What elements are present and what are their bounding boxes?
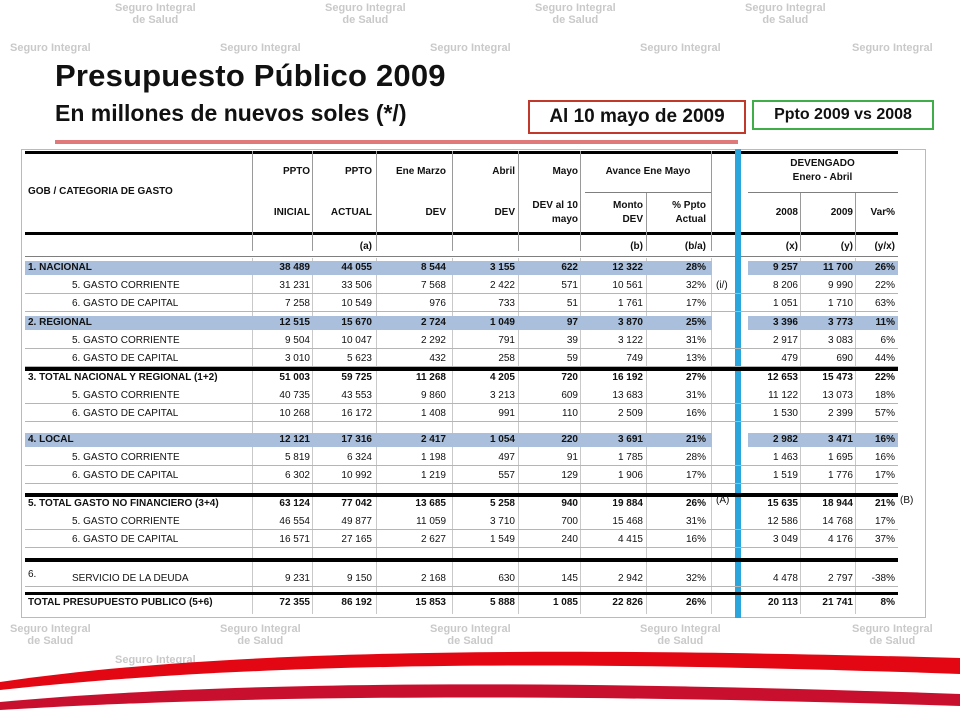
watermark-line1: Seguro Integral: [220, 623, 301, 635]
table-cell: 1 051: [772, 298, 798, 309]
watermark-logo: [325, 2, 406, 26]
table-cell: 3 396: [772, 317, 798, 328]
header-col-separator: [452, 151, 453, 251]
table-cell: 8%: [880, 597, 895, 608]
table-cell: 12 586: [767, 516, 798, 527]
row-label: 5. TOTAL GASTO NO FINANCIERO (3+4): [28, 498, 219, 509]
row-label: 5. GASTO CORRIENTE: [72, 390, 180, 401]
watermark-logo: [535, 2, 616, 26]
total-rule: [25, 493, 898, 497]
table-cell: 5 258: [489, 498, 515, 509]
table-cell: 432: [429, 353, 446, 364]
table-cell: 32%: [685, 573, 706, 584]
table-cell: 22%: [874, 372, 895, 383]
watermark-line2: de Salud: [869, 635, 916, 647]
row-label: 6. GASTO DE CAPITAL: [72, 298, 179, 309]
watermark-line1: Seguro Integral: [115, 654, 196, 666]
table-cell: 33 506: [341, 280, 372, 291]
table-cell: 2 509: [617, 408, 643, 419]
table-cell: 57%: [874, 408, 895, 419]
table-cell: 3 010: [284, 353, 310, 364]
table-cell: 2 917: [772, 335, 798, 346]
row-note: (i/): [716, 280, 728, 291]
table-cell: 72 355: [279, 597, 310, 608]
table-cell: 11 700: [822, 262, 853, 273]
page-subtitle: En millones de nuevos soles (*/): [55, 100, 407, 126]
watermark-line2: de Salud: [342, 14, 389, 26]
table-cell: 1 219: [420, 470, 446, 481]
table-cell: 1 463: [772, 452, 798, 463]
table-cell: 22 826: [612, 597, 643, 608]
table-cell: 91: [566, 452, 578, 463]
table-cell: 145: [561, 573, 578, 584]
table-cell: 31 231: [279, 280, 310, 291]
header-mayo-3: mayo: [551, 214, 578, 225]
table-cell: 2 422: [489, 280, 515, 291]
table-cell: 4 478: [772, 573, 798, 584]
table-cell: 40 735: [279, 390, 310, 401]
header-2008: 2008: [775, 207, 798, 218]
table-cell: -38%: [871, 573, 895, 584]
table-cell: 10 549: [341, 298, 372, 309]
table-cell: 10 268: [279, 408, 310, 419]
watermark-line1: Seguro Integral: [852, 42, 933, 54]
table-cell: 6 302: [284, 470, 310, 481]
table-cell: 1 054: [489, 434, 515, 445]
table-cell: 27 165: [341, 534, 372, 545]
tag-a: (a): [359, 241, 372, 252]
row-label: 6. GASTO DE CAPITAL: [72, 353, 179, 364]
watermark-line1: Seguro Integral: [430, 42, 511, 54]
avance-subrule: [585, 192, 711, 193]
table-cell: 991: [498, 408, 515, 419]
row-rule: [25, 465, 898, 466]
table-cell: 27%: [685, 372, 706, 383]
table-cell: 609: [561, 390, 578, 401]
table-cell: 26%: [685, 597, 706, 608]
grand-total-rule: [25, 592, 898, 595]
row-label: 5. GASTO CORRIENTE: [72, 280, 180, 291]
table-cell: 31%: [685, 390, 706, 401]
table-cell: 220: [561, 434, 578, 445]
watermark-line2: de Salud: [657, 635, 704, 647]
table-cell: 21%: [685, 434, 706, 445]
row-rule: [25, 547, 898, 548]
watermark-line1: Seguro Integral: [640, 42, 721, 54]
watermark-line1: Seguro Integral: [220, 42, 301, 54]
row-label: 6. GASTO DE CAPITAL: [72, 534, 179, 545]
table-cell: 3 870: [617, 317, 643, 328]
watermark-line1: Seguro Integral: [10, 623, 91, 635]
table-cell: 15 635: [767, 498, 798, 509]
table-cell: 14 768: [822, 516, 853, 527]
row-rule: [25, 293, 898, 294]
header-var: Var%: [870, 207, 895, 218]
watermark-line1: Seguro Integral: [430, 623, 511, 635]
table-cell: 2 724: [420, 317, 446, 328]
table-cell: 129: [561, 470, 578, 481]
table-cell: 32%: [685, 280, 706, 291]
table-cell: 15 473: [822, 372, 853, 383]
table-cell: 16%: [685, 534, 706, 545]
row-label: 5. GASTO CORRIENTE: [72, 452, 180, 463]
header-devengado-1: DEVENGADO: [790, 158, 855, 169]
table-cell: 13 073: [822, 390, 853, 401]
table-cell: 110: [562, 408, 578, 419]
row-label: 6. GASTO DE CAPITAL: [72, 470, 179, 481]
table-cell: 43 553: [341, 390, 372, 401]
row-rule: [25, 483, 898, 484]
table-cell: 39: [566, 335, 578, 346]
watermark-line1: Seguro Integral: [535, 2, 616, 14]
title-underline: [55, 140, 738, 144]
table-cell: 13 685: [415, 498, 446, 509]
table-cell: 21%: [874, 498, 895, 509]
table-cell: 4 205: [489, 372, 515, 383]
table-cell: 1 530: [772, 408, 798, 419]
watermark-logo: [640, 42, 721, 54]
watermark-line1: Seguro Integral: [640, 623, 721, 635]
table-cell: 3 155: [489, 262, 515, 273]
row-label: 2. REGIONAL: [28, 317, 92, 328]
table-cell: 7 258: [284, 298, 310, 309]
watermark-line1: Seguro Integral: [10, 42, 91, 54]
table-cell: 2 168: [420, 573, 446, 584]
header-mayo-2: DEV al 10: [532, 200, 578, 211]
table-cell: 749: [626, 353, 643, 364]
table-cell: 86 192: [341, 597, 372, 608]
table-cell: 97: [566, 317, 578, 328]
table-cell: 1 408: [420, 408, 446, 419]
table-cell: 10 992: [341, 470, 372, 481]
table-cell: 31%: [685, 335, 706, 346]
table-cell: 10 047: [341, 335, 372, 346]
watermark-logo: [852, 42, 933, 54]
header-category: GOB / CATEGORIA DE GASTO: [28, 186, 173, 197]
table-cell: 6 324: [346, 452, 372, 463]
table-cell: 16%: [685, 408, 706, 419]
table-cell: 3 471: [827, 434, 853, 445]
table-cell: 9 990: [827, 280, 853, 291]
tag-y: (y): [840, 241, 853, 252]
table-cell: 11%: [875, 317, 895, 328]
row-label: 6. GASTO DE CAPITAL: [72, 408, 179, 419]
header-monto-2: DEV: [622, 214, 643, 225]
table-cell: 16 172: [341, 408, 372, 419]
table-cell: 17%: [874, 470, 895, 481]
table-cell: 1 085: [552, 597, 578, 608]
header-col-separator: [711, 151, 712, 251]
watermark-line2: de Salud: [762, 14, 809, 26]
table-cell: 571: [561, 280, 578, 291]
table-cell: 28%: [685, 452, 706, 463]
table-cell: 3 710: [489, 516, 515, 527]
header-abril-2: DEV: [494, 207, 515, 218]
table-cell: 2 797: [827, 573, 853, 584]
row-rule: [25, 403, 898, 404]
tag-ba: (b/a): [684, 241, 706, 252]
table-cell: 1 695: [827, 452, 853, 463]
row-label: 5. GASTO CORRIENTE: [72, 516, 180, 527]
table-cell: 6%: [880, 335, 895, 346]
table-cell: 15 670: [341, 317, 372, 328]
table-cell: 5 888: [489, 597, 515, 608]
table-cell: 700: [561, 516, 578, 527]
header-monto-1: Monto: [613, 200, 643, 211]
table-cell: 37%: [874, 534, 895, 545]
table-cell: 17 316: [341, 434, 372, 445]
total-rule: [25, 367, 898, 371]
table-cell: 9 860: [420, 390, 446, 401]
watermark-line2: de Salud: [132, 14, 179, 26]
table-cell: 77 042: [341, 498, 372, 509]
table-cell: 2 292: [420, 335, 446, 346]
table-cell: 1 761: [617, 298, 643, 309]
header-ppto-actual-1: PPTO: [344, 166, 372, 177]
table-cell: 5 819: [284, 452, 310, 463]
table-cell: 240: [561, 534, 578, 545]
table-cell: 622: [561, 262, 578, 273]
table-cell: 720: [561, 372, 578, 383]
table-cell: 1 049: [489, 317, 515, 328]
header-ppto-actual-2: ACTUAL: [330, 207, 372, 218]
table-cell: 17%: [685, 298, 706, 309]
table-cell: 21 741: [822, 597, 853, 608]
watermark-line2: de Salud: [27, 635, 74, 647]
table-cell: 44%: [874, 353, 895, 364]
watermark-line1: Seguro Integral: [852, 623, 933, 635]
footer-wave-graphic: [0, 640, 960, 720]
header-abril-1: Abril: [492, 166, 515, 177]
table-cell: 1 776: [827, 470, 853, 481]
table-cell: 1 710: [827, 298, 853, 309]
table-cell: 4 415: [617, 534, 643, 545]
row-rule: [25, 586, 898, 587]
header-ene-marzo-1: Ene Marzo: [395, 166, 446, 177]
header-devengado-2: Enero - Abril: [792, 172, 853, 183]
table-cell: 11 059: [416, 516, 446, 527]
table-cell: 2 417: [420, 434, 446, 445]
table-cell: 15 853: [415, 597, 446, 608]
table-cell: 51: [566, 298, 578, 309]
table-cell: 7 568: [420, 280, 446, 291]
watermark-logo: [10, 42, 91, 54]
header-col-separator: [580, 151, 581, 251]
comparison-box: Ppto 2009 vs 2008: [752, 100, 934, 130]
tag-b: (b): [630, 241, 643, 252]
table-cell: 18%: [874, 390, 895, 401]
table-cell: 1 519: [772, 470, 798, 481]
tag-x: (x): [785, 241, 798, 252]
table-cell: 2 982: [772, 434, 798, 445]
table-cell: 51 003: [279, 372, 310, 383]
watermark-logo: [115, 2, 196, 26]
table-cell: 733: [498, 298, 515, 309]
table-cell: 31%: [685, 516, 706, 527]
table-cell: 1 785: [617, 452, 643, 463]
table-cell: 497: [498, 452, 515, 463]
row-rule: [25, 348, 898, 349]
table-cell: 9 257: [772, 262, 798, 273]
row-label: 5. GASTO CORRIENTE: [72, 335, 180, 346]
table-cell: 4 176: [827, 534, 853, 545]
table-cell: 13%: [685, 353, 706, 364]
devengado-subrule: [748, 192, 898, 193]
table-cell: 28%: [685, 262, 706, 273]
table-cell: 9 150: [346, 573, 372, 584]
table-cell: 1 549: [489, 534, 515, 545]
table-cell: 26%: [874, 262, 895, 273]
row-label: TOTAL PRESUPUESTO PUBLICO (5+6): [28, 597, 213, 608]
table-cell: 19 884: [612, 498, 643, 509]
table-cell: 479: [781, 353, 798, 364]
watermark-line1: Seguro Integral: [115, 2, 196, 14]
table-cell: 16 571: [279, 534, 310, 545]
table-cell: 9 504: [284, 335, 310, 346]
table-cell: 59 725: [341, 372, 372, 383]
table-cell: 258: [498, 353, 515, 364]
row-label: SERVICIO DE LA DEUDA: [72, 573, 189, 584]
table-cell: 12 121: [279, 434, 310, 445]
header-ene-marzo-2: DEV: [425, 207, 446, 218]
watermark-logo: [745, 2, 826, 26]
table-cell: 17%: [685, 470, 706, 481]
table-cell: 12 653: [767, 372, 798, 383]
header-col-separator: [646, 193, 647, 251]
header-pct-2: Actual: [675, 214, 706, 225]
table-cell: 18 944: [822, 498, 853, 509]
table-cell: 22%: [874, 280, 895, 291]
row-prefix: 6.: [28, 569, 37, 580]
table-cell: 11 268: [415, 372, 446, 383]
page-title: Presupuesto Público 2009: [55, 58, 446, 93]
table-cell: 940: [561, 498, 578, 509]
table-cell: 8 206: [772, 280, 798, 291]
table-cell: 16 192: [612, 372, 643, 383]
row-rule: [25, 421, 898, 422]
table-cell: 20 113: [767, 597, 798, 608]
table-cell: 44 055: [341, 262, 372, 273]
row-label: 1. NACIONAL: [28, 262, 92, 273]
table-cell: 63 124: [279, 498, 310, 509]
table-cell: 46 554: [279, 516, 310, 527]
header-avance: Avance Ene Mayo: [605, 166, 691, 177]
row-rule: [25, 311, 898, 312]
header-ppto-initial-1: PPTO: [282, 166, 310, 177]
watermark-line2: de Salud: [447, 635, 494, 647]
table-cell: 976: [429, 298, 446, 309]
watermark-line2: de Salud: [552, 14, 599, 26]
table-cell: 16%: [874, 452, 895, 463]
table-cell: 12 322: [612, 262, 643, 273]
watermark-logo: [430, 42, 511, 54]
table-cell: 38 489: [279, 262, 310, 273]
table-cell: 26%: [685, 498, 706, 509]
table-cell: 557: [498, 470, 515, 481]
table-cell: 3 122: [617, 335, 643, 346]
table-cell: 3 083: [827, 335, 853, 346]
table-cell: 1 906: [617, 470, 643, 481]
table-cell: 13 683: [612, 390, 643, 401]
header-rule: [25, 232, 898, 235]
watermark-line1: Seguro Integral: [745, 2, 826, 14]
table-top-rule: [25, 151, 898, 154]
table-cell: 3 773: [827, 317, 853, 328]
tag-yx: (y/x): [874, 241, 895, 252]
header-2009: 2009: [830, 207, 853, 218]
table-cell: 12 515: [279, 317, 310, 328]
header-col-separator: [800, 193, 801, 251]
header-pct-1: % Ppto: [672, 200, 706, 211]
table-cell: 3 691: [617, 434, 643, 445]
table-cell: 1 198: [420, 452, 446, 463]
table-cell: 3 049: [772, 534, 798, 545]
tags-rule: [25, 256, 898, 257]
table-cell: 16%: [874, 434, 895, 445]
table-cell: 5 623: [346, 353, 372, 364]
header-ppto-initial-2: INICIAL: [273, 207, 310, 218]
table-cell: 11 122: [768, 390, 798, 401]
table-cell: 17%: [874, 516, 895, 527]
row-label: 4. LOCAL: [28, 434, 74, 445]
header-mayo-1: Mayo: [552, 166, 578, 177]
table-cell: 10 561: [612, 280, 643, 291]
table-cell: 25%: [685, 317, 706, 328]
table-cell: 15 468: [612, 516, 643, 527]
table-cell: 630: [498, 573, 515, 584]
table-cell: 9 231: [284, 573, 310, 584]
table-cell: 2 399: [827, 408, 853, 419]
table-cell: 3 213: [489, 390, 515, 401]
row-rule: [25, 529, 898, 530]
row-note-right: (B): [900, 495, 914, 506]
table-cell: 63%: [874, 298, 895, 309]
table-cell: 2 627: [420, 534, 446, 545]
watermark-line2: de Salud: [237, 635, 284, 647]
date-box: Al 10 mayo de 2009: [528, 100, 746, 134]
table-cell: 49 877: [341, 516, 372, 527]
watermark-logo: [220, 42, 301, 54]
table-cell: 791: [498, 335, 515, 346]
row-note: (A): [716, 495, 730, 506]
table-cell: 690: [836, 353, 853, 364]
watermark-line1: Seguro Integral: [325, 2, 406, 14]
table-cell: 8 544: [420, 262, 446, 273]
debt-rule: [25, 558, 898, 562]
table-cell: 2 942: [617, 573, 643, 584]
row-label: 3. TOTAL NACIONAL Y REGIONAL (1+2): [28, 372, 218, 383]
table-cell: 59: [566, 353, 578, 364]
